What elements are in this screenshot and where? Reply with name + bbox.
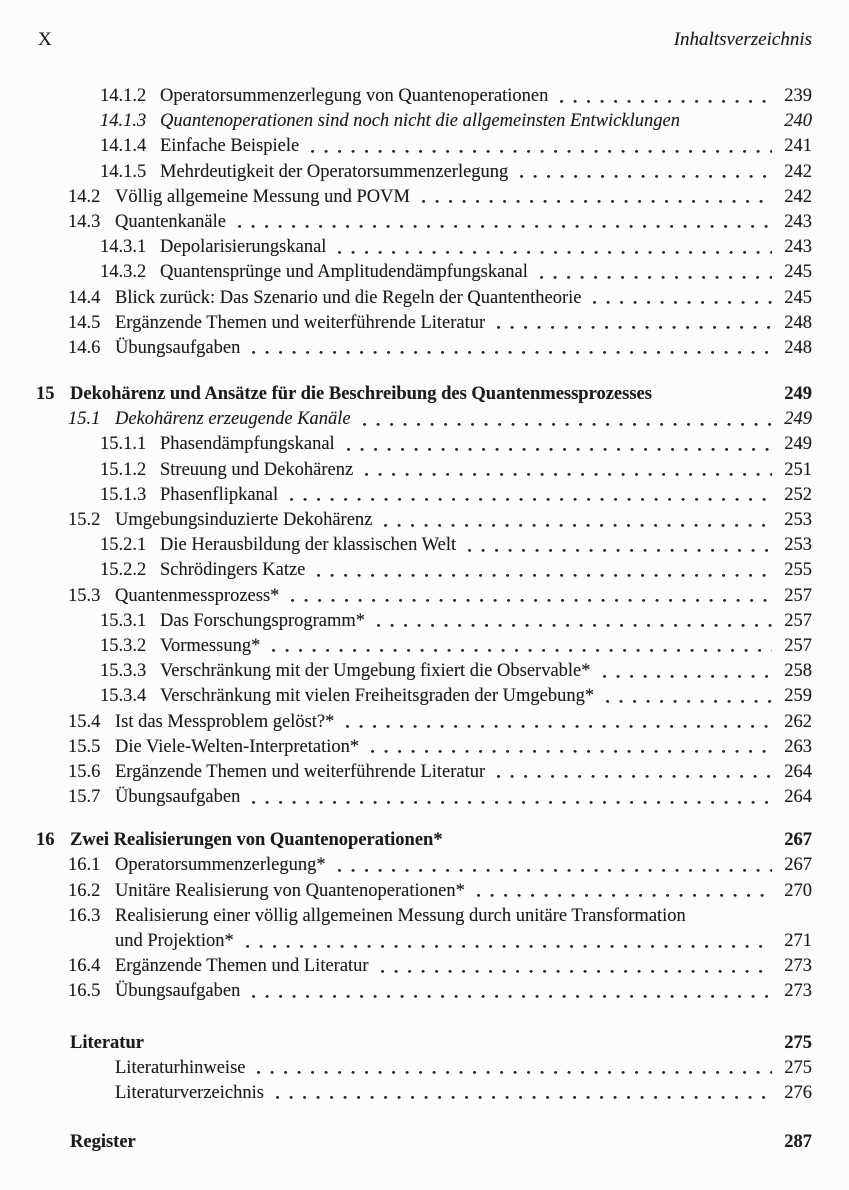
dot-leader — [452, 828, 772, 853]
entry-title: Depolarisierungskanal — [160, 237, 327, 258]
toc-entry — [36, 1130, 812, 1155]
entry-page: 252 — [784, 484, 812, 505]
dot-leader — [273, 1081, 772, 1106]
entry-number: 15.1.1 — [100, 434, 147, 455]
toc-entry — [100, 483, 812, 508]
dot-leader — [362, 458, 772, 483]
entry-title: Vormessung* — [160, 635, 261, 656]
entry-title: Unitäre Realisierung von Quantenoperationen* — [115, 880, 465, 901]
dot-leader — [661, 382, 772, 407]
entry-title: Übungsaufgaben — [115, 337, 241, 358]
dot-leader — [314, 558, 772, 583]
dot-leader — [517, 160, 772, 185]
toc-entry — [36, 1031, 812, 1056]
dot-leader — [335, 235, 772, 260]
dot-leader — [381, 508, 772, 533]
entry-number: 14.2 — [68, 186, 101, 207]
entry-number: 14.3.2 — [100, 262, 147, 283]
dot-leader — [378, 954, 772, 979]
entry-number: 15.1.3 — [100, 484, 147, 505]
toc-entry — [68, 584, 812, 609]
entry-number: 15.3.1 — [100, 610, 147, 631]
entry-title: Phasendämpfungskanal — [160, 434, 335, 455]
dot-leader — [235, 210, 772, 235]
entry-title: Mehrdeutigkeit der Operatorsummenzerlegung — [160, 161, 509, 182]
dot-leader — [254, 1056, 772, 1081]
dot-leader — [243, 929, 772, 954]
entry-number: 15.2.2 — [100, 560, 147, 581]
dot-leader — [153, 1031, 772, 1056]
running-head — [0, 0, 849, 52]
entry-number: 16.3 — [68, 905, 101, 926]
toc-entry — [68, 760, 812, 785]
entry-page: 249 — [784, 409, 812, 430]
entry-page: 253 — [784, 535, 812, 556]
entry-number: 14.3.1 — [100, 237, 147, 258]
toc-entry — [68, 853, 812, 878]
entry-number: 16.5 — [68, 981, 101, 1002]
toc-entry — [68, 336, 812, 361]
dot-leader — [695, 904, 806, 929]
dot-leader — [344, 432, 772, 457]
entry-title: Ergänzende Themen und Literatur — [115, 956, 369, 977]
entry-page: 271 — [784, 931, 812, 951]
entry-title: Blick zurück: Das Szenario und die Regeln der Quantentheorie — [115, 287, 582, 308]
toc-entry — [100, 84, 812, 109]
dot-leader — [537, 260, 772, 285]
entry-title: Das Forschungsprogramm* — [160, 610, 366, 631]
entry-page: 275 — [784, 1057, 812, 1078]
entry-number: 15.2.1 — [100, 535, 147, 556]
entry-page: 257 — [784, 585, 812, 606]
toc-entry — [68, 785, 812, 810]
running-head-title: Inhaltsverzeichnis — [673, 29, 812, 50]
entry-number: 16.4 — [68, 956, 101, 977]
page-folio: X — [38, 29, 53, 50]
toc-entry — [100, 533, 812, 558]
entry-number: 15.6 — [68, 761, 101, 782]
entry-page: 267 — [784, 855, 812, 876]
toc-entry — [68, 710, 812, 735]
dot-leader — [603, 684, 772, 709]
entry-page: 242 — [784, 186, 812, 207]
entry-number — [68, 1056, 115, 1081]
dot-leader — [465, 533, 772, 558]
entry-page: 239 — [784, 86, 812, 106]
entry-title: Quantensprünge und Amplitudendämpfungskanal — [160, 262, 528, 283]
toc-entry — [68, 185, 812, 210]
toc-entry — [68, 979, 812, 1004]
dot-leader — [557, 84, 772, 109]
toc-entry — [68, 286, 812, 311]
entry-number: 16.2 — [68, 880, 101, 901]
entry-number: 14.4 — [68, 287, 101, 308]
dot-leader — [288, 584, 772, 609]
entry-page: 243 — [784, 237, 812, 258]
entry-page: 255 — [784, 560, 812, 581]
entry-title: Zwei Realisierungen von Quantenoperationen* — [70, 830, 443, 851]
entry-title: Verschränkung mit der Umgebung fixiert die Observable* — [160, 661, 591, 682]
entry-number: 15.5 — [68, 736, 101, 757]
entry-number: 15.1 — [68, 409, 101, 430]
entry-title: Schrödingers Katze — [160, 560, 306, 581]
entry-page: 245 — [784, 262, 812, 283]
entry-page: 248 — [784, 337, 812, 358]
toc-entry — [100, 558, 812, 583]
entry-number: 14.3 — [68, 211, 101, 232]
toc-entry — [100, 659, 812, 684]
entry-page: 245 — [784, 287, 812, 308]
entry-page: 241 — [784, 136, 812, 157]
entry-title: Phasenflipkanal — [160, 484, 279, 505]
entry-number: 16 — [36, 830, 55, 851]
entry-title: und Projektion* — [115, 931, 234, 951]
dot-leader — [249, 785, 772, 810]
entry-page: 264 — [784, 761, 812, 782]
entry-title: Die Herausbildung der klassischen Welt — [160, 535, 457, 556]
entry-title: Dekohärenz erzeugende Kanäle — [115, 409, 351, 430]
toc-block-register — [0, 1130, 812, 1155]
entry-page: 276 — [784, 1082, 812, 1103]
entry-page: 257 — [784, 610, 812, 631]
dot-leader — [494, 760, 772, 785]
entry-title: Streuung und Dekohärenz — [160, 459, 354, 480]
entry-title: Völlig allgemeine Messung und POVM — [115, 186, 410, 207]
entry-title: Realisierung einer völlig allgemeinen Messung durch unitäre Transformation — [115, 905, 686, 926]
dot-leader — [689, 109, 772, 134]
dot-leader — [590, 286, 772, 311]
entry-page: 262 — [784, 711, 812, 732]
toc-entry — [68, 210, 812, 235]
entry-page: 267 — [784, 830, 812, 851]
entry-number: 15.2 — [68, 510, 101, 530]
toc-entry — [115, 929, 812, 954]
entry-number: 14.6 — [68, 337, 101, 358]
toc-block-chapter-16 — [0, 828, 812, 1004]
toc-entry — [100, 109, 812, 134]
entry-title: Register — [70, 1132, 136, 1153]
toc-entry — [68, 311, 812, 336]
entry-page: 243 — [784, 211, 812, 232]
entry-number: 15.3.3 — [100, 661, 147, 682]
entry-number: 15.3.2 — [100, 635, 147, 656]
entry-title: Einfache Beispiele — [160, 136, 300, 157]
entry-page: 251 — [784, 459, 812, 480]
entry-page: 287 — [784, 1132, 812, 1153]
entry-page: 275 — [784, 1032, 812, 1053]
entry-title: Ist das Messproblem gelöst?* — [115, 711, 335, 732]
toc-entry — [100, 432, 812, 457]
toc-entry — [68, 879, 812, 904]
entry-title: Operatorsummenzerlegung von Quantenoperationen — [160, 86, 549, 106]
toc-entry — [68, 954, 812, 979]
dot-leader — [374, 609, 772, 634]
entry-title: Quantenkanäle — [115, 211, 226, 232]
entry-title: Ergänzende Themen und weiterführende Literatur — [115, 761, 486, 782]
entry-number: 14.5 — [68, 312, 101, 333]
dot-leader — [335, 853, 772, 878]
dot-leader — [360, 407, 772, 432]
entry-number: 14.1.4 — [100, 136, 147, 157]
entry-page: 259 — [784, 686, 812, 707]
entry-page: 240 — [784, 111, 812, 132]
toc-entry — [36, 828, 812, 853]
entry-number: 14.1.3 — [100, 111, 147, 132]
entry-number: 15 — [36, 384, 55, 405]
dot-leader — [269, 634, 772, 659]
toc-entry — [100, 235, 812, 260]
toc-block-literatur — [0, 1031, 812, 1107]
entry-number: 16.1 — [68, 855, 101, 876]
entry-title: Operatorsummenzerlegung* — [115, 855, 326, 876]
entry-number: 15.7 — [68, 787, 101, 808]
toc-entry — [68, 407, 812, 432]
toc-entry — [100, 260, 812, 285]
entry-page: 263 — [784, 736, 812, 757]
entry-title: Ergänzende Themen und weiterführende Literatur — [115, 312, 486, 333]
entry-number: 14.1.2 — [100, 86, 147, 106]
entry-title: Verschränkung mit vielen Freiheitsgraden der Umgebung* — [160, 686, 595, 707]
toc-entry — [68, 1056, 812, 1081]
toc-list — [0, 84, 849, 1155]
entry-title: Umgebungsinduzierte Dekohärenz — [115, 510, 373, 530]
entry-page: 273 — [784, 981, 812, 1002]
entry-title: Literaturhinweise — [115, 1057, 246, 1078]
entry-page: 257 — [784, 635, 812, 656]
entry-number: 15.4 — [68, 711, 101, 732]
entry-page: 273 — [784, 956, 812, 977]
toc-block-chapter-14-partial — [0, 84, 812, 361]
dot-leader — [419, 185, 772, 210]
entry-page: 249 — [784, 384, 812, 405]
entry-title: Dekohärenz und Ansätze für die Beschreibung des Quantenmessprozesses — [70, 384, 652, 405]
dot-leader — [308, 134, 772, 159]
dot-leader — [249, 979, 772, 1004]
entry-number: 15.1.2 — [100, 459, 147, 480]
entry-number — [68, 1081, 115, 1106]
toc-entry — [100, 609, 812, 634]
toc-entry — [100, 634, 812, 659]
entry-title: Übungsaufgaben — [115, 981, 241, 1002]
entry-title: Literaturverzeichnis — [115, 1082, 264, 1103]
dot-leader — [249, 336, 772, 361]
toc-entry — [36, 382, 812, 407]
entry-page: 253 — [784, 510, 812, 530]
dot-leader — [343, 710, 772, 735]
entry-title: Die Viele-Welten-Interpretation* — [115, 736, 360, 757]
entry-page: 249 — [784, 434, 812, 455]
entry-number: 14.1.5 — [100, 161, 147, 182]
toc-entry — [100, 458, 812, 483]
toc-entry — [68, 1081, 812, 1106]
entry-title: Quantenoperationen sind noch nicht die allgemeinsten Entwicklungen — [160, 111, 680, 132]
dot-leader — [287, 483, 772, 508]
toc-entry — [100, 160, 812, 185]
entry-number: 15.3 — [68, 585, 101, 606]
toc-entry — [100, 134, 812, 159]
entry-page: 264 — [784, 787, 812, 808]
dot-leader — [368, 735, 772, 760]
entry-page: 248 — [784, 312, 812, 333]
toc-entry — [68, 508, 812, 533]
entry-title: Literatur — [70, 1032, 144, 1053]
entry-page: 242 — [784, 161, 812, 182]
toc-entry — [68, 735, 812, 760]
entry-title: Übungsaufgaben — [115, 787, 241, 808]
entry-page: 258 — [784, 661, 812, 682]
toc-entry — [100, 684, 812, 709]
entry-number — [36, 1031, 70, 1056]
dot-leader — [494, 311, 772, 336]
entry-number: 15.3.4 — [100, 686, 147, 707]
entry-page: 270 — [784, 880, 812, 901]
entry-number — [36, 1130, 70, 1155]
dot-leader — [600, 659, 772, 684]
toc-block-chapter-15 — [0, 382, 812, 810]
dot-leader — [474, 879, 772, 904]
dot-leader — [145, 1130, 772, 1155]
toc-entry — [68, 904, 812, 929]
entry-title: Quantenmessprozess* — [115, 585, 280, 606]
